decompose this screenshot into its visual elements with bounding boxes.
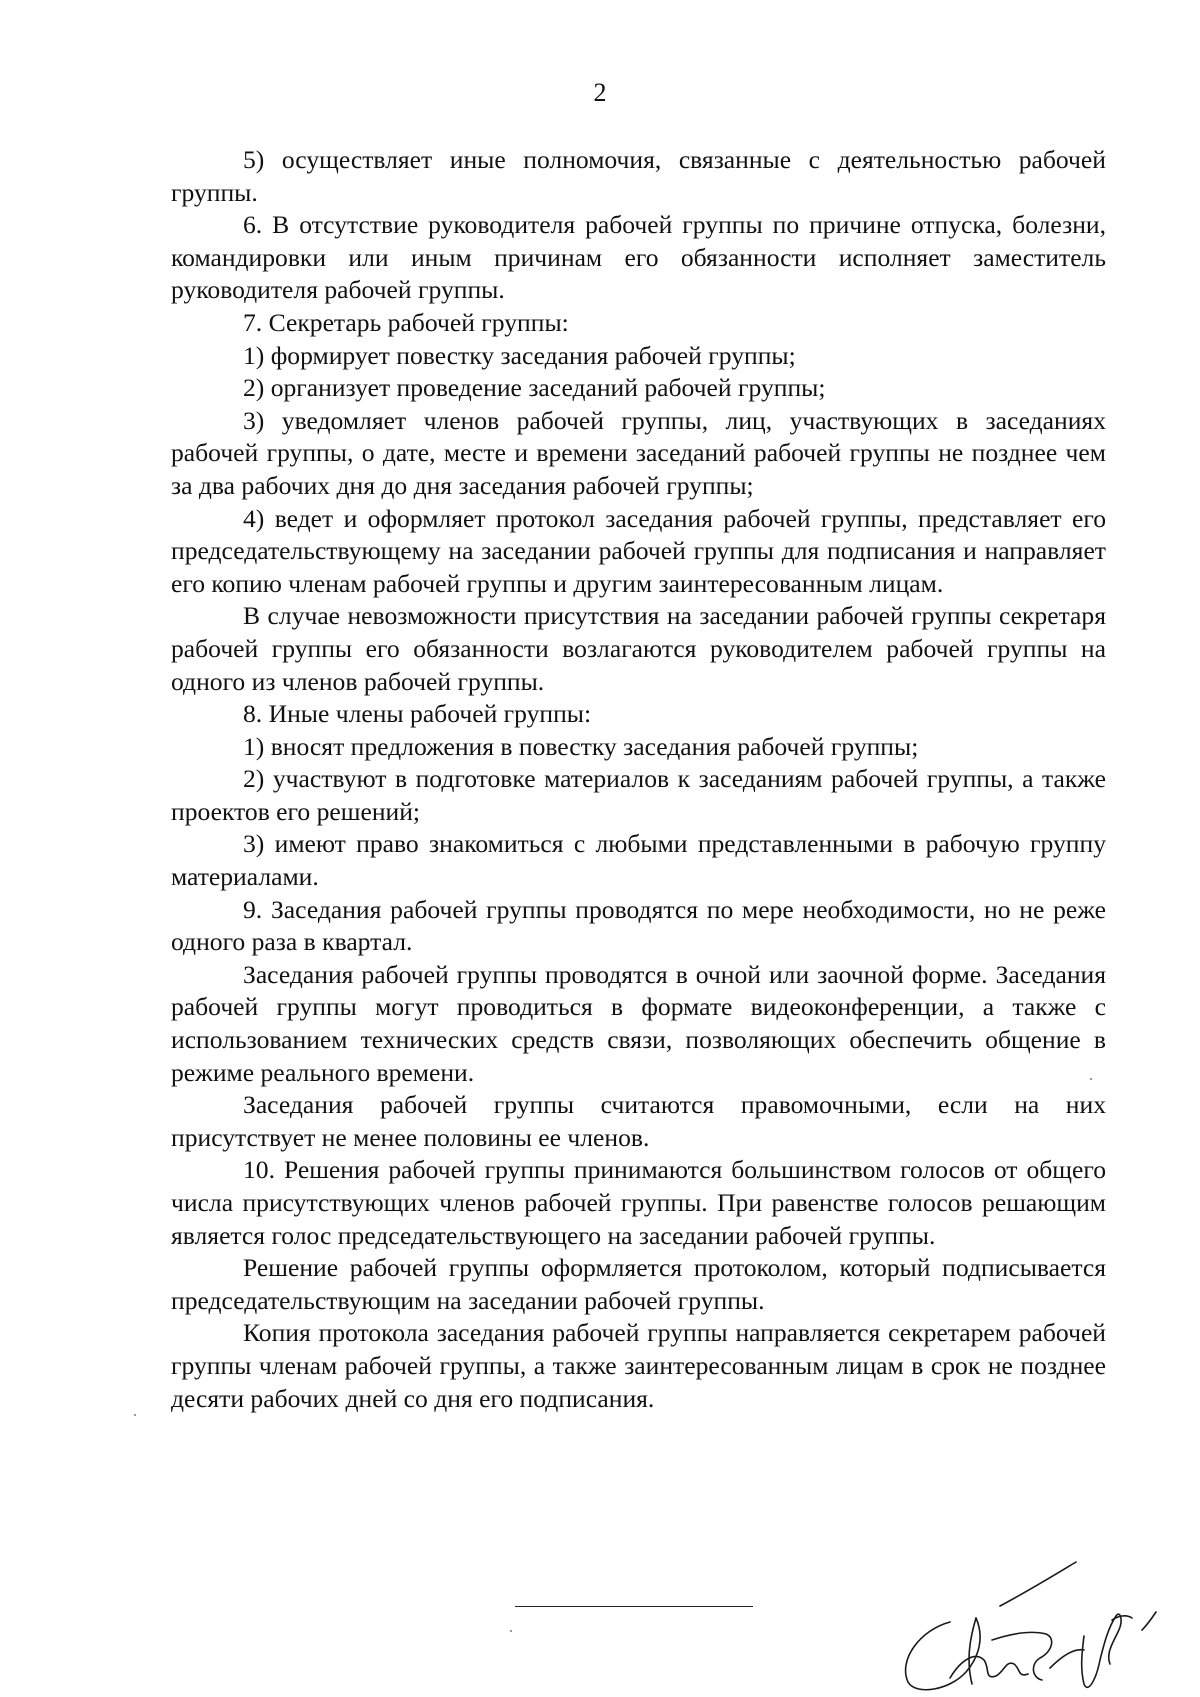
paragraph-protocol-copy: Копия протокола заседания рабочей группы направляется секретарем рабочей группы членам рабочей группы, а также заинтересованным лицам в срок не позднее десяти рабочих дней со дня его подписания. [171, 1318, 1106, 1413]
paragraph-7-item-2: 2) организует проведение заседаний рабочей группы; [243, 373, 826, 403]
paragraph-8-members: 8. Иные члены рабочей группы: [243, 699, 592, 729]
scan-speck [134, 1414, 136, 1416]
paragraph-7-item-3: 3) уведомляет членов рабочей группы, лиц, участвующих в заседаниях рабочей группы, о дате, месте и времени заседаний рабочей группы не позднее чем за два рабочих дня до дня заседания рабочей группы; [171, 405, 1106, 500]
end-divider-line [515, 1606, 753, 1607]
paragraph-8-item-1: 1) вносят предложения в повестку заседания рабочей группы; [243, 731, 919, 761]
paragraph-8-item-3: 3) имеют право знакомиться с любыми представленными в рабочую группу материалами. [171, 829, 1106, 892]
paragraph-7-secretary: 7. Секретарь рабочей группы: [243, 307, 569, 337]
document-body [171, 144, 1106, 1415]
paragraph-meeting-form: Заседания рабочей группы проводятся в очной или заочной форме. Заседания рабочей группы могут проводиться в формате видеоконференции, а также с использованием технических средств связи, позволяющих обеспечить общение в режиме реального времени. [171, 959, 1106, 1087]
paragraph-7-item-4: 4) ведет и оформляет протокол заседания рабочей группы, представляет его председательствующему на заседании рабочей группы для подписания и направляет его копию членам рабочей группы и другим заинтересованным лицам. [171, 503, 1106, 598]
handwritten-signature-icon [880, 1560, 1180, 1697]
paragraph-8-item-2: 2) участвуют в подготовке материалов к заседаниям рабочей группы, а также проектов его решений; [171, 764, 1106, 826]
paragraph-7-item-1: 1) формирует повестку заседания рабочей группы; [243, 340, 796, 370]
paragraph-9-meetings: 9. Заседания рабочей группы проводятся по мере необходимости, но не реже одного раза в квартал. [171, 894, 1106, 957]
paragraph-item-5-powers: 5) осуществляет иные полномочия, связанные с деятельностью рабочей группы. [171, 145, 1106, 207]
paragraph-protocol: Решение рабочей группы оформляется протоколом, который подписывается председательствующим на заседании рабочей группы. [171, 1253, 1106, 1315]
paragraph-10-decisions: 10. Решения рабочей группы принимаются большинством голосов от общего числа присутствующих членов рабочей группы. При равенстве голосов решающим является голос председательствующего на заседании рабочей группы. [171, 1155, 1106, 1250]
scan-speck [1090, 1078, 1092, 1080]
scan-speck [510, 1630, 512, 1632]
paragraph-secretary-absence: В случае невозможности присутствия на заседании рабочей группы секретаря рабочей группы его обязанности возлагаются руководителем рабочей группы на одного из членов рабочей группы. [171, 601, 1106, 696]
page-number: 2 [593, 78, 607, 107]
paragraph-6-absence: 6. В отсутствие руководителя рабочей группы по причине отпуска, болезни, командировки или иным причинам его обязанности исполняет заместитель руководителя рабочей группы. [171, 210, 1106, 305]
paragraph-quorum: Заседания рабочей группы считаются правомочными, если на них присутствует не менее половины ее членов. [171, 1090, 1106, 1152]
